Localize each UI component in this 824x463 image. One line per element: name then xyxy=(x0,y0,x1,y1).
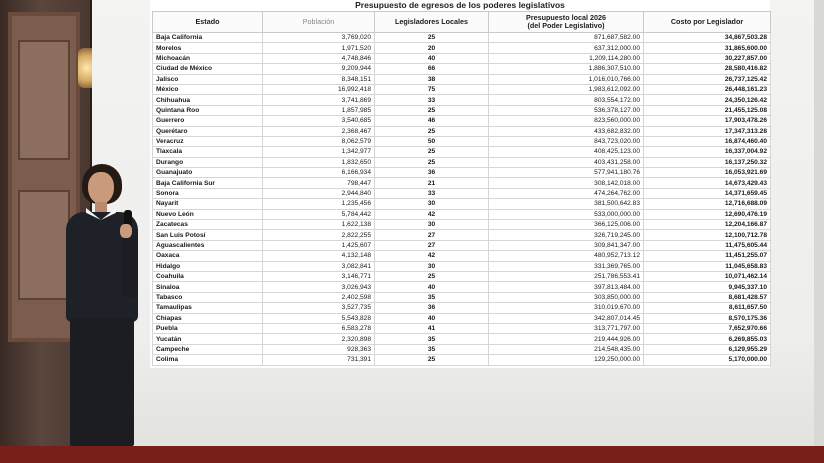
cell-costo: 6,269,855.03 xyxy=(644,334,771,344)
cell-estado: Coahuila xyxy=(153,271,263,281)
cell-estado: Chihuahua xyxy=(153,95,263,105)
cell-presupuesto: 1,983,612,092.00 xyxy=(489,84,644,94)
speaker-skirt xyxy=(70,318,134,446)
cell-presupuesto: 214,548,435.00 xyxy=(489,344,644,354)
cell-estado: Hidalgo xyxy=(153,261,263,271)
cell-poblacion: 5,543,828 xyxy=(263,313,375,323)
cell-legisladores: 41 xyxy=(375,323,489,333)
cell-presupuesto: 331,369,765.00 xyxy=(489,261,644,271)
table-body xyxy=(153,33,771,366)
cell-poblacion: 3,540,685 xyxy=(263,116,375,126)
cell-presupuesto: 403,431,258.00 xyxy=(489,157,644,167)
cell-legisladores: 25 xyxy=(375,33,489,43)
table-row xyxy=(153,136,771,146)
cell-poblacion: 2,320,898 xyxy=(263,334,375,344)
cell-costo: 26,448,161.23 xyxy=(644,84,771,94)
cell-estado: Nayarit xyxy=(153,199,263,209)
table-row xyxy=(153,313,771,323)
cell-estado: Aguascalientes xyxy=(153,240,263,250)
cell-poblacion: 3,741,869 xyxy=(263,95,375,105)
table-row xyxy=(153,355,771,365)
cell-presupuesto: 480,952,713.12 xyxy=(489,251,644,261)
cell-poblacion: 6,583,278 xyxy=(263,323,375,333)
table-row xyxy=(153,261,771,271)
table-row xyxy=(153,292,771,302)
cell-presupuesto: 536,378,127.00 xyxy=(489,105,644,115)
speaker-hand xyxy=(120,224,132,238)
table-row xyxy=(153,43,771,53)
table-row xyxy=(153,64,771,74)
cell-legisladores: 46 xyxy=(375,116,489,126)
header-poblacion: Población xyxy=(263,12,375,33)
speaker-face xyxy=(88,172,114,204)
cell-costo: 6,129,955.29 xyxy=(644,344,771,354)
cell-costo: 10,071,462.14 xyxy=(644,271,771,281)
cell-costo: 16,053,921.69 xyxy=(644,168,771,178)
cell-presupuesto: 433,682,832.00 xyxy=(489,126,644,136)
cell-costo: 5,170,000.00 xyxy=(644,355,771,365)
table-row xyxy=(153,240,771,250)
cell-poblacion: 6,166,934 xyxy=(263,168,375,178)
cell-presupuesto: 1,209,114,280.00 xyxy=(489,53,644,63)
cell-presupuesto: 637,312,000.00 xyxy=(489,43,644,53)
cell-poblacion: 3,082,841 xyxy=(263,261,375,271)
cell-costo: 11,451,255.07 xyxy=(644,251,771,261)
speaker xyxy=(52,158,152,448)
cell-costo: 28,580,416.82 xyxy=(644,64,771,74)
cell-costo: 12,716,688.09 xyxy=(644,199,771,209)
cell-poblacion: 4,132,148 xyxy=(263,251,375,261)
table-row xyxy=(153,105,771,115)
table-header-row xyxy=(153,12,771,33)
cell-costo: 12,100,712.78 xyxy=(644,230,771,240)
cell-presupuesto: 1,016,010,766.00 xyxy=(489,74,644,84)
cell-costo: 11,475,605.44 xyxy=(644,240,771,250)
cell-presupuesto: 313,771,797.00 xyxy=(489,323,644,333)
header-legisladores: Legisladores Locales xyxy=(375,12,489,33)
cell-presupuesto: 310,019,670.00 xyxy=(489,303,644,313)
cell-legisladores: 40 xyxy=(375,313,489,323)
cell-costo: 30,227,857.00 xyxy=(644,53,771,63)
cell-presupuesto: 219,444,926.00 xyxy=(489,334,644,344)
cell-presupuesto: 803,554,172.00 xyxy=(489,95,644,105)
table-row xyxy=(153,344,771,354)
cell-poblacion: 2,368,467 xyxy=(263,126,375,136)
cell-estado: Campeche xyxy=(153,344,263,354)
table-row xyxy=(153,74,771,84)
cell-legisladores: 20 xyxy=(375,43,489,53)
cell-poblacion: 16,992,418 xyxy=(263,84,375,94)
cell-legisladores: 30 xyxy=(375,220,489,230)
cell-presupuesto: 871,687,582.00 xyxy=(489,33,644,43)
cell-poblacion: 3,026,943 xyxy=(263,282,375,292)
screen-frame xyxy=(814,0,824,446)
cell-poblacion: 2,402,598 xyxy=(263,292,375,302)
cell-costo: 14,673,429.43 xyxy=(644,178,771,188)
cell-costo: 26,737,125.42 xyxy=(644,74,771,84)
cell-legisladores: 50 xyxy=(375,136,489,146)
cell-estado: Puebla xyxy=(153,323,263,333)
cell-presupuesto: 474,264,762.00 xyxy=(489,188,644,198)
cell-legisladores: 27 xyxy=(375,230,489,240)
cell-legisladores: 35 xyxy=(375,292,489,302)
cell-legisladores: 42 xyxy=(375,251,489,261)
cell-poblacion: 928,363 xyxy=(263,344,375,354)
header-estado: Estado xyxy=(153,12,263,33)
cell-presupuesto: 533,000,000.00 xyxy=(489,209,644,219)
table-row xyxy=(153,84,771,94)
cell-poblacion: 8,348,151 xyxy=(263,74,375,84)
cell-estado: Nuevo León xyxy=(153,209,263,219)
cell-legisladores: 40 xyxy=(375,282,489,292)
cell-estado: San Luis Potosí xyxy=(153,230,263,240)
cell-estado: Veracruz xyxy=(153,136,263,146)
table-row xyxy=(153,334,771,344)
table-row xyxy=(153,157,771,167)
cell-legisladores: 30 xyxy=(375,261,489,271)
cell-estado: Tabasco xyxy=(153,292,263,302)
cell-poblacion: 1,425,607 xyxy=(263,240,375,250)
cell-legisladores: 25 xyxy=(375,271,489,281)
cell-legisladores: 38 xyxy=(375,74,489,84)
cell-presupuesto: 843,723,020.00 xyxy=(489,136,644,146)
cell-estado: México xyxy=(153,84,263,94)
table-row xyxy=(153,282,771,292)
cell-estado: Jalisco xyxy=(153,74,263,84)
cell-costo: 34,867,503.28 xyxy=(644,33,771,43)
cell-presupuesto: 129,250,000.00 xyxy=(489,355,644,365)
table-row xyxy=(153,251,771,261)
cell-legisladores: 35 xyxy=(375,344,489,354)
cell-estado: Ciudad de México xyxy=(153,64,263,74)
cell-costo: 9,945,337.10 xyxy=(644,282,771,292)
cell-presupuesto: 309,841,347.00 xyxy=(489,240,644,250)
table-row xyxy=(153,323,771,333)
cell-estado: Michoacán xyxy=(153,53,263,63)
cell-presupuesto: 366,125,006.00 xyxy=(489,220,644,230)
cell-presupuesto: 326,719,245.00 xyxy=(489,230,644,240)
cell-legisladores: 33 xyxy=(375,188,489,198)
cell-costo: 16,337,004.92 xyxy=(644,147,771,157)
cell-costo: 12,690,476.19 xyxy=(644,209,771,219)
header-costo: Costo por Legislador xyxy=(644,12,771,33)
cell-estado: Oaxaca xyxy=(153,251,263,261)
cell-legisladores: 33 xyxy=(375,95,489,105)
table-row xyxy=(153,230,771,240)
table-row xyxy=(153,209,771,219)
cell-poblacion: 2,822,255 xyxy=(263,230,375,240)
speaker-neck xyxy=(95,202,107,212)
table-row xyxy=(153,53,771,63)
cell-estado: Sonora xyxy=(153,188,263,198)
cell-legisladores: 36 xyxy=(375,303,489,313)
table-row xyxy=(153,220,771,230)
table-row xyxy=(153,188,771,198)
cell-presupuesto: 823,560,000.00 xyxy=(489,116,644,126)
cell-poblacion: 1,342,977 xyxy=(263,147,375,157)
cell-estado: Morelos xyxy=(153,43,263,53)
cell-legisladores: 25 xyxy=(375,105,489,115)
cell-costo: 24,350,126.42 xyxy=(644,95,771,105)
cell-costo: 7,652,970.66 xyxy=(644,323,771,333)
cell-legisladores: 27 xyxy=(375,240,489,250)
cell-estado: Baja California Sur xyxy=(153,178,263,188)
cell-poblacion: 3,769,020 xyxy=(263,33,375,43)
cell-costo: 17,903,478.26 xyxy=(644,116,771,126)
cell-poblacion: 2,944,840 xyxy=(263,188,375,198)
table-row xyxy=(153,303,771,313)
cell-costo: 31,865,600.00 xyxy=(644,43,771,53)
cell-costo: 16,874,460.40 xyxy=(644,136,771,146)
cell-legisladores: 25 xyxy=(375,147,489,157)
cell-estado: Durango xyxy=(153,157,263,167)
cell-presupuesto: 408,425,123.00 xyxy=(489,147,644,157)
cell-costo: 14,371,659.45 xyxy=(644,188,771,198)
cell-poblacion: 1,622,138 xyxy=(263,220,375,230)
cell-presupuesto: 381,500,642.83 xyxy=(489,199,644,209)
table-row xyxy=(153,116,771,126)
cell-legisladores: 36 xyxy=(375,168,489,178)
cell-poblacion: 731,391 xyxy=(263,355,375,365)
floor xyxy=(0,446,824,463)
cell-poblacion: 1,857,985 xyxy=(263,105,375,115)
cell-poblacion: 3,146,771 xyxy=(263,271,375,281)
table-row xyxy=(153,199,771,209)
cell-legisladores: 40 xyxy=(375,53,489,63)
cell-estado: Chiapas xyxy=(153,313,263,323)
cell-presupuesto: 303,850,000.00 xyxy=(489,292,644,302)
header-presupuesto: Presupuesto local 2026 (del Poder Legislativo) xyxy=(489,12,644,33)
cell-legisladores: 25 xyxy=(375,126,489,136)
cell-legisladores: 66 xyxy=(375,64,489,74)
cell-poblacion: 1,235,456 xyxy=(263,199,375,209)
cell-costo: 17,347,313.28 xyxy=(644,126,771,136)
cell-estado: Guerrero xyxy=(153,116,263,126)
cell-legisladores: 75 xyxy=(375,84,489,94)
door-panel-upper xyxy=(18,40,70,160)
cell-estado: Baja California xyxy=(153,33,263,43)
cell-estado: Quintana Roo xyxy=(153,105,263,115)
cell-estado: Tlaxcala xyxy=(153,147,263,157)
cell-legisladores: 42 xyxy=(375,209,489,219)
cell-presupuesto: 1,886,307,510.00 xyxy=(489,64,644,74)
cell-presupuesto: 251,786,553.41 xyxy=(489,271,644,281)
cell-poblacion: 1,971,520 xyxy=(263,43,375,53)
cell-legisladores: 35 xyxy=(375,334,489,344)
cell-legisladores: 21 xyxy=(375,178,489,188)
cell-costo: 16,137,250.32 xyxy=(644,157,771,167)
budget-table xyxy=(152,11,771,366)
cell-costo: 12,204,166.87 xyxy=(644,220,771,230)
table-row xyxy=(153,126,771,136)
cell-legisladores: 25 xyxy=(375,355,489,365)
cell-costo: 21,455,125.08 xyxy=(644,105,771,115)
cell-estado: Zacatecas xyxy=(153,220,263,230)
cell-estado: Tamaulipas xyxy=(153,303,263,313)
speaker-arm xyxy=(122,228,138,298)
cell-presupuesto: 397,813,484.00 xyxy=(489,282,644,292)
cell-legisladores: 25 xyxy=(375,157,489,167)
table-row xyxy=(153,33,771,43)
cell-poblacion: 9,209,944 xyxy=(263,64,375,74)
cell-presupuesto: 308,142,018.00 xyxy=(489,178,644,188)
table-row xyxy=(153,271,771,281)
cell-presupuesto: 342,807,014.45 xyxy=(489,313,644,323)
table-row xyxy=(153,178,771,188)
cell-costo: 11,045,658.83 xyxy=(644,261,771,271)
cell-poblacion: 8,062,579 xyxy=(263,136,375,146)
table-row xyxy=(153,168,771,178)
cell-estado: Yucatán xyxy=(153,334,263,344)
table-title: Presupuesto de egresos de los poderes legislativos xyxy=(355,0,565,10)
cell-costo: 8,611,657.50 xyxy=(644,303,771,313)
cell-estado: Sinaloa xyxy=(153,282,263,292)
cell-poblacion: 1,832,650 xyxy=(263,157,375,167)
cell-presupuesto: 577,941,180.76 xyxy=(489,168,644,178)
cell-costo: 8,681,428.57 xyxy=(644,292,771,302)
cell-costo: 8,570,175.36 xyxy=(644,313,771,323)
cell-estado: Guanajuato xyxy=(153,168,263,178)
cell-poblacion: 4,748,846 xyxy=(263,53,375,63)
cell-poblacion: 3,527,735 xyxy=(263,303,375,313)
cell-poblacion: 5,784,442 xyxy=(263,209,375,219)
table-row xyxy=(153,95,771,105)
cell-legisladores: 30 xyxy=(375,199,489,209)
cell-estado: Querétaro xyxy=(153,126,263,136)
table-row xyxy=(153,147,771,157)
cell-poblacion: 798,447 xyxy=(263,178,375,188)
cell-estado: Colima xyxy=(153,355,263,365)
